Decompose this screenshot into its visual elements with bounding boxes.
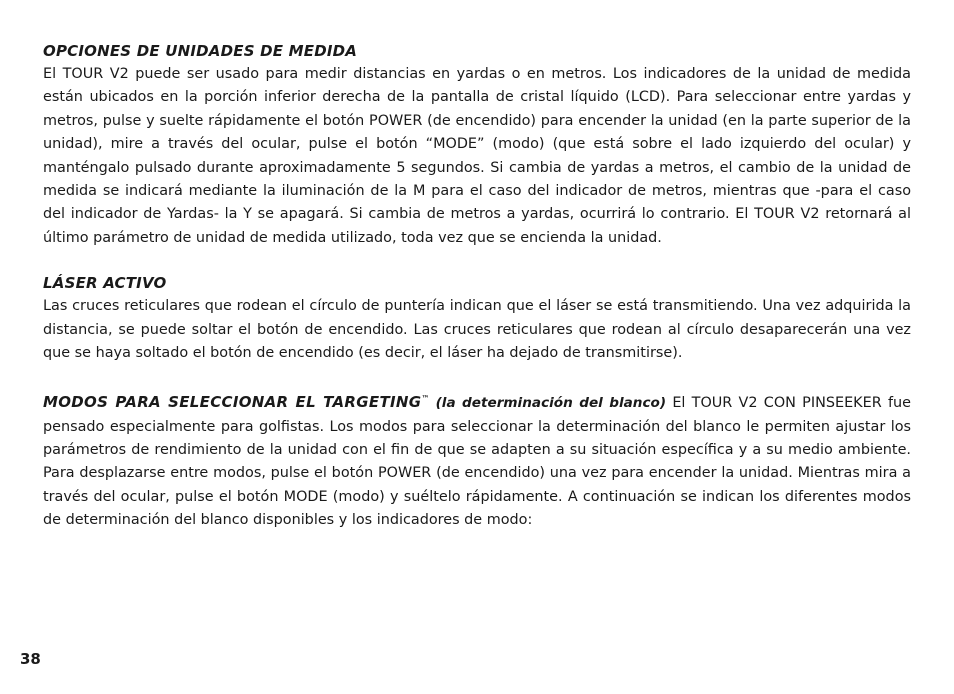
section-laser bbox=[43, 272, 911, 365]
section-heading-laser: LÁSER ACTIVO bbox=[43, 274, 167, 293]
section-body-units: El TOUR V2 puede ser usado para medir distancias en yardas o en metros. Los indicadores de la unidad de medida están ubicados en la porción inferior derecha de la pantalla de cristal líquido (LCD). Para seleccionar entre yardas y metros, pulse y suelte rápidamente el botón POWER (de encendido) para encender la unidad (en la parte superior de la unidad), mire a través del ocular, pulse el botón “MODE” (modo) (que está sobre el lado izquierdo del ocular) y manténgalo pulsado durante aproximadamente 5 segundos. Si cambia de yardas a metros, el cambio de la unidad de medida se indicará mediante la iluminación de la M para el caso del indicador de metros, mientras que -para el caso del indicador de Yardas- la Y se apagará. Si cambia de metros a yardas, ocurrirá lo contrario. El TOUR V2 retornará al último parámetro de unidad de medida utilizado, toda vez que se encienda la unidad. bbox=[43, 66, 911, 246]
trademark-symbol: ™ bbox=[421, 394, 430, 404]
targeting-heading: MODOS PARA SELECCIONAR EL TARGETING bbox=[43, 393, 422, 412]
targeting-body: El TOUR V2 CON PINSEEKER fue pensado especialmente para golfistas. Los modos para seleccionar la determinación del blanco le permiten ajustar los parámetros de rendimiento de la unidad con el fin de que se adapten a su situación específica y a su medio ambiente. Para desplazarse entre modos, pulse el botón POWER (de encendido) una vez para encender la unidad. Mientras mira a través del ocular, pulse el botón MODE (modo) y suéltelo rápidamente. A continuación se indican los diferentes modos de determinación del blanco disponibles y los indicadores de modo: bbox=[43, 395, 911, 529]
targeting-subheading: (la determinación del blanco) bbox=[435, 395, 667, 412]
targeting-paragraph bbox=[43, 387, 911, 532]
section-heading-units: OPCIONES DE UNIDADES DE MEDIDA bbox=[43, 42, 358, 60]
section-units bbox=[43, 40, 911, 250]
section-body-laser: Las cruces reticulares que rodean el círculo de puntería indican que el láser se está transmitiendo. Una vez adquirida la distancia, se puede soltar el botón de encendido. Las cruces reticulares que rodean al círculo desaparecerán una vez que se haya soltado el botón de encendido (es decir, el láser ha dejado de transmitirse). bbox=[43, 298, 911, 362]
section-targeting bbox=[43, 387, 911, 532]
page-number: 38 bbox=[20, 650, 41, 668]
document-page bbox=[43, 40, 911, 555]
